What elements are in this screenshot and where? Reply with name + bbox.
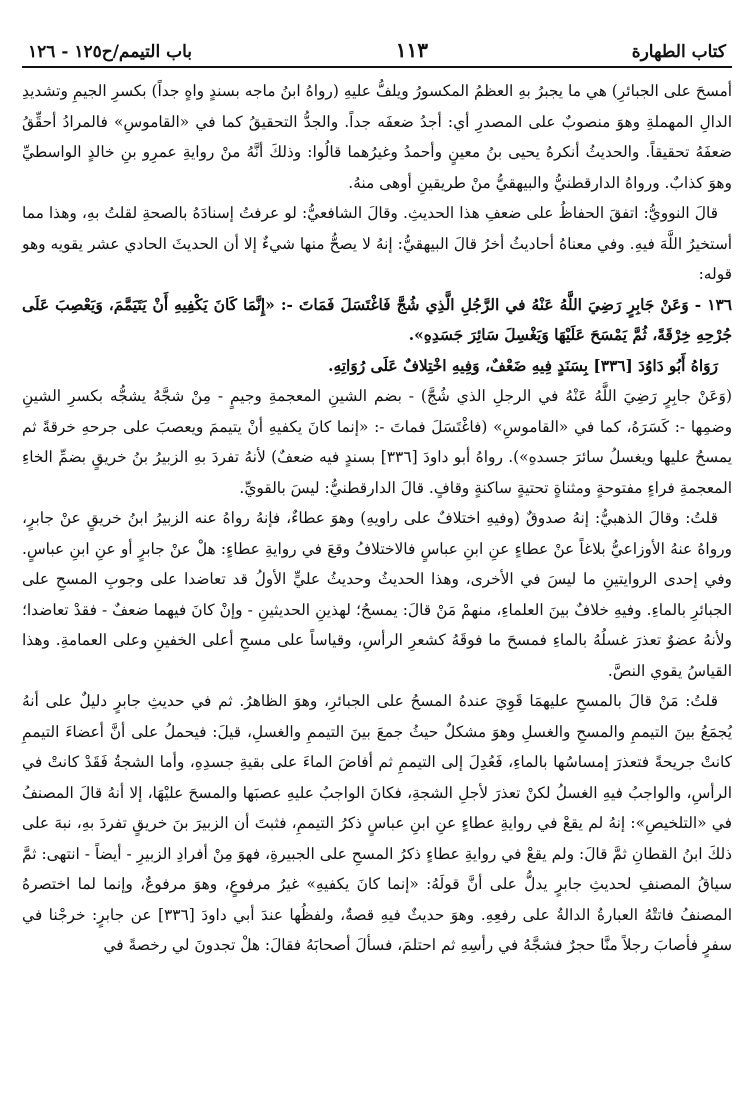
paragraph-nawawi: قالَ النوويُّ: اتفقَ الحفاظُ على ضعفِ هذا الحديثِ. وقالَ الشافعيُّ: لو عرفتُ إسنادَهُ بالصحةِ لقلتُ بهِ، وهذا مما أستخيرُ اللَّهَ فيهِ. وفي معناهُ أحاديثُ أخرُ قالَ البيهقيُّ: إنهُ لا يصحُّ منها شيءٌ إلا أن الحديثَ الحادي عشر يقويه وهو قوله: bbox=[22, 204, 732, 283]
paragraph-commentary: (وَعَنْ جابِرٍ رَضِيَ اللَّهُ عَنْهُ في الرجلِ الذي شُجَّ) - بضم الشينِ المعجمةِ وجيمٍ - مِنْ شجَّهُ يشجُّه بكسرِ الشينِ وضمِها -: كَسَرَهُ، كما في «القاموسِ» (فاغْتَسَلَ فماتَ -: «إنما كانَ يكفيهِ أنْ يتيممَ ويعصبَ على جرحهِ خرقةً ثم يمسحُ عليها ويغسلُ سائرَ جسدهِ»). رواهُ أبو داودَ [٣٣٦] بسندٍ فيه ضعفٌ) لأنهُ تفردَ بهِ الزبيرُ بنُ خريقٍ بضمِّ الخاءِ المعجمةِ فراءٍ مفتوحةٍ ومثناةٍ تحتيةٍ ساكنةٍ وقافٍ. قالَ الدارقطنيُّ: ليسَ بالقويِّ. bbox=[22, 387, 732, 497]
paragraph-dhahabi: قلتُ: وقالَ الذهبيُّ: إنهُ صدوقٌ (وفيهِ اختلافٌ على راويهِ) وهوَ عطاءٌ، فإنهُ رواهُ عنه الزبيرُ ابنُ خريقٍ عنْ جابرٍ، ورواهُ عنهُ الأوزاعيُّ بلاغاً عنْ عطاءٍ عنِ ابنِ عباسٍ فالاختلافُ وقعَ في روايةِ عطاءٍ: هلْ عنْ جابرٍ أو عنِ ابنِ عباسٍ. وفي إحدى الروايتينِ ما ليسَ في الأخرى، وهذا الحديثُ وحديثُ عليٍّ الأولُ قد تعاضدا على وجوبِ المسحِ على الجبائرِ بالماءِ. وفيهِ خلافٌ بينَ العلماءِ، منهمْ مَنْ قالَ: يمسحُ؛ لهذينِ الحديثينِ - وإنْ كانَ فيهما ضعفٌ - فقدْ تعاضدا؛ ولأنهُ عضوٌ تعذرَ غسلُهُ بالماءِ فمسحَ ما فوقَهُ كشعرِ الرأسِ، وقياساً على مسحِ أعلى الخفينِ وعلى العمامةِ. وهذا القياسُ يقوي النصَّ. bbox=[22, 509, 732, 680]
chapter-title: باب التيمم/ح١٢٥ - ١٢٦ bbox=[28, 42, 193, 62]
header-rule bbox=[22, 66, 732, 68]
page-header bbox=[22, 36, 732, 66]
book-title: كتاب الطهارة bbox=[631, 42, 726, 62]
paragraph-jabaair: أمسحَ على الجبائرِ) هي ما يجبرُ بهِ العظمُ المكسورُ ويلفُّ عليهِ (رواهُ ابنُ ماجه بسندٍ واهٍ جداً) بكسرِ الجيمِ وتشديدِ الدالِ المهملةِ وهوَ منصوبٌ على المصدرِ أي: أجدُ ضعفَه جداً. والجدُّ التحقيقُ كما في «القاموسِ» فالمرادُ أحقِّقُ ضعفَهُ تحقيقاً. والحديثُ أنكرهُ يحيى بنُ معينٍ وأحمدُ وغيرُهما قالُوا: وذلكَ أنَّهُ منْ روايةِ عمرِو بنِ خالدٍ الواسطيِّ وهوَ كذابٌ. ورواهُ الدارقطنيُّ والبيهقيُّ منْ طريقينِ أوهى منهُ. bbox=[22, 82, 732, 192]
page-number: ١١٣ bbox=[395, 38, 428, 62]
hadith-text: ١٣٦ - وَعَنْ جَابِرٍ رَضِيَ اللَّهُ عَنْهُ في الرَّجُلِ الَّذِي شُجَّ فَاغْتَسَلَ فَمَاتَ -: «إِنَّمَا كَانَ يَكْفِيهِ أَنْ يَتَيَمَّمَ، وَيَعْصِبَ عَلَى جُرْحِهِ خِرْقَةً، ثُمَّ يَمْسَحَ عَلَيْهَا وَيَغْسِلَ سَائِرَ جَسَدِهِ». bbox=[22, 295, 732, 344]
paragraph-conclusion: قلتُ: مَنْ قالَ بالمسحِ عليهمَا قَوِيَ عندهُ المسحُ على الجبائرِ، وهوَ الظاهرُ. ثم في حديثِ جابرٍ دليلٌ على أنهُ يُجمَعُ بينَ التيممِ والمسحِ والغسلِ وهوَ مشكلٌ حيثُ جمعَ بينَ التيممِ والغسلِ، قيلَ: فيحملُ على أنَّ أعضاءَ التيممِ كانتْ جريحةً فتعذرَ إمساسُها بالماءِ، فَعُدِلَ إلى التيممِ ثم أفاضَ الماءَ على بقيةِ جسدِهِ، وأما الشجةُ فَقَدْ كانتْ في الرأسِ، والواجبُ فيهِ الغسلُ لكنْ تعذرَ لأجلِ الشجةِ، فكانَ الواجبُ عليهِ عصبَها والمسحَ عليْهَا، إلا أنهُ قالَ المصنفُ في «التلخيصِ»: إنهُ لم يقعْ في روايةِ عطاءٍ عنِ ابنِ عباسٍ ذكرُ التيممِ، فثبتَ أن الزبيرَ بنَ خريقٍ تفردَ بهِ، نبهَ على ذلكَ ابنُ القطانِ ثمَّ قالَ: ولم يقعْ في روايةِ عطاءٍ ذكرُ المسحِ على الجبيرةِ، فهوَ مِنْ أفرادِ الزبيرِ - أيضاً - انتهى: ثمَّ سياقُ المصنفِ لحديثِ جابرٍ يدلُّ على أنَّ قولَهُ: «إنما كانَ يكفيهِ» غيرُ مرفوعٍ، وهوَ مرفوعٌ، وإنما لما اختصرهُ المصنفُ فاتتْهُ العبارةُ الدالةُ على رفعِهِ. وهوَ حديثٌ فيهِ قصةٌ، ولفظُها عندَ أبي داودَ [٣٣٦] عن جابرٍ: خرجْنا في سفرٍ فأصابَ رجلاً منَّا حجرٌ فشجَّهُ في رأسِهِ ثم احتلمَ، فسألَ أصحابَهُ فقالَ: هلْ تجدونَ لي رخصةً في bbox=[22, 692, 732, 954]
hadith-source: رَوَاهُ أَبُو دَاوُدَ [٣٣٦] بِسَنَدٍ فِيهِ ضَعْفٌ، وَفِيهِ اخْتِلافٌ عَلَى رُوَاتِهِ. bbox=[328, 356, 718, 375]
